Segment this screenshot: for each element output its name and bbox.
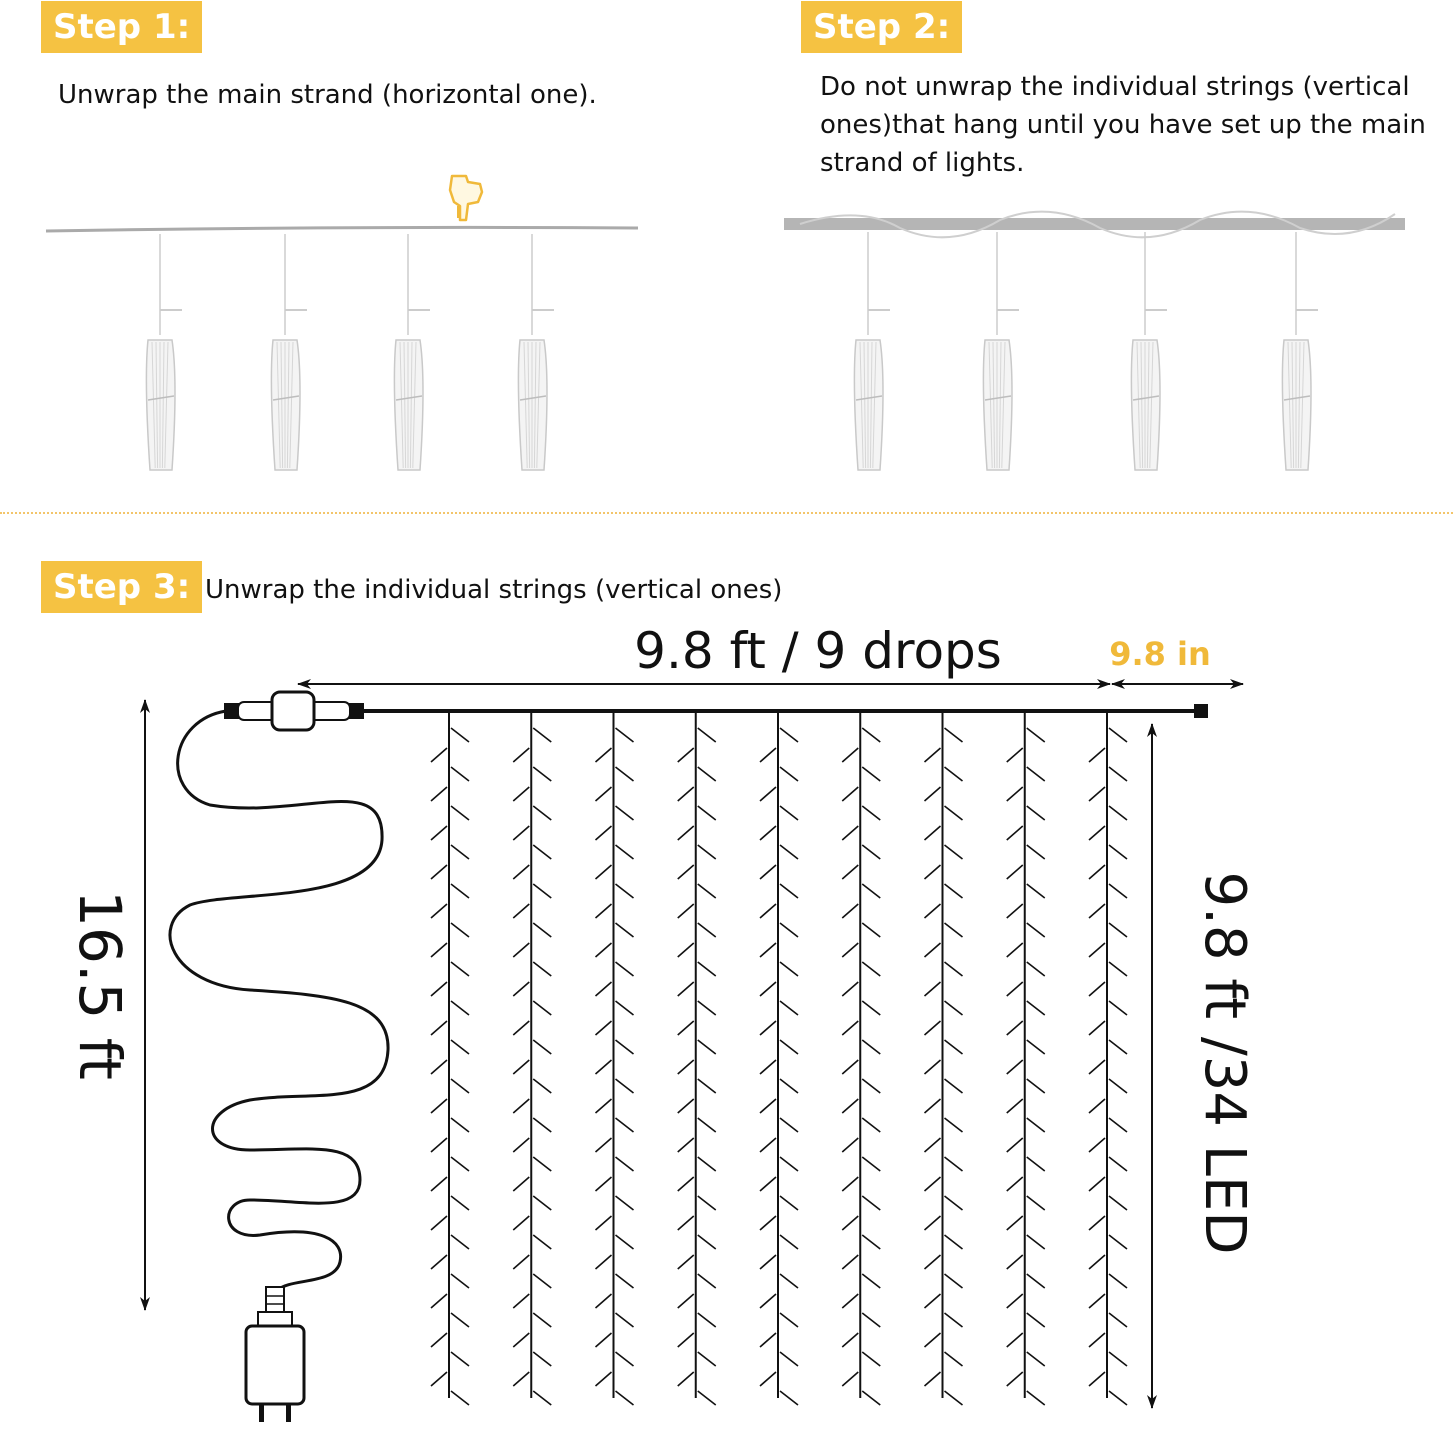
step-2-line-1: Do not unwrap the individual strings (vertical (820, 72, 1410, 102)
width-dimension-label: 9.8 ft / 9 drops (634, 622, 1002, 680)
step-1-text: Unwrap the main strand (horizontal one). (58, 80, 597, 110)
strand-end-cap (1194, 704, 1208, 718)
power-adapter (246, 1287, 304, 1422)
step-2-bundle-3 (1131, 232, 1167, 470)
step-1-bundle-4 (518, 234, 554, 470)
step-1-badge: Step 1: (41, 1, 202, 53)
drop-9 (1089, 713, 1127, 1405)
step-2-illustration (784, 212, 1405, 470)
cord-length-label: 16.5 ft (66, 890, 134, 1080)
step-1-bundles (146, 234, 554, 470)
step-1-bundle-2 (271, 234, 307, 470)
light-drops (431, 713, 1127, 1405)
step-2-badge: Step 2: (801, 1, 962, 53)
step-3-text: Unwrap the individual strings (vertical ones) (205, 575, 783, 605)
drop-6 (842, 713, 880, 1405)
step-3-badge: Step 3: (41, 561, 202, 613)
connector-nut (272, 692, 314, 730)
step-2-line-3: strand of lights. (820, 148, 1025, 178)
drop-2 (513, 713, 551, 1405)
step-2-bundle-4 (1282, 232, 1318, 470)
step-1-bundle-1 (146, 234, 182, 470)
step-3-diagram (66, 622, 1257, 1422)
drop-5 (760, 713, 798, 1405)
drop-7 (925, 713, 963, 1405)
drop-4 (678, 713, 716, 1405)
drop-length-label: 9.8 ft /34 LED (1192, 871, 1257, 1255)
main-strand-line (46, 227, 638, 231)
gap-dimension-label: 9.8 in (1109, 635, 1211, 673)
step-2-bundle-2 (983, 232, 1019, 470)
drop-3 (596, 713, 634, 1405)
step-1-bundle-3 (394, 234, 430, 470)
step-2-bundle-1 (854, 232, 890, 470)
step-2-line-2: ones)that hang until you have set up the main (820, 110, 1426, 140)
step-1-illustration (46, 176, 638, 470)
step-2-bundles (854, 232, 1318, 470)
drop-8 (1007, 713, 1045, 1405)
hand-pointer-icon (450, 176, 482, 220)
power-cord (170, 711, 388, 1290)
drop-1 (431, 713, 469, 1405)
